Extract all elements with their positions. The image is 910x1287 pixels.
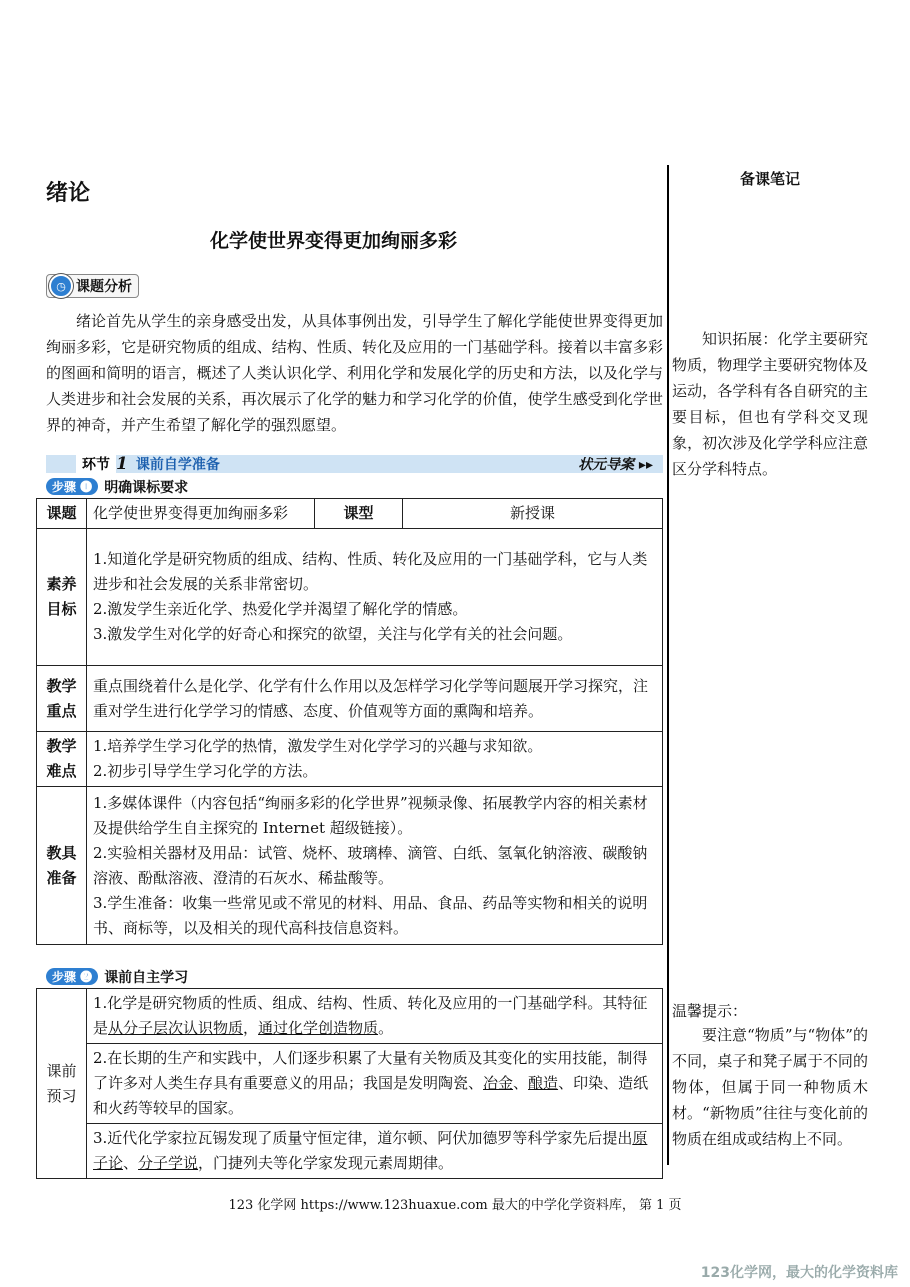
cell-goals-head: 素养目标 [37,529,87,666]
text: ， [243,1019,259,1037]
table-row [37,1124,663,1179]
table-row [37,787,663,945]
band-label: 课前自学准备 [135,457,220,473]
text: ，门捷列夫等化学家发现元素周期律。 [198,1154,454,1172]
chapter-title: 绪论 [46,180,91,206]
band-huanjie: 环节 [76,454,116,474]
table-row [37,666,663,732]
cell-keypoint: 重点围绕着什么是化学、化学有什么作用以及怎样学习化学等问题展开学习探究，注重对学生进行化学学习的情感、态度、价值观等方面的熏陶和培养。 [87,666,663,732]
table-row [37,529,663,666]
table-row [37,989,663,1044]
cell-difficulty [87,732,663,787]
cell-materials-head: 教具准备 [37,787,87,945]
cell-keypoint-head: 教学重点 [37,666,87,732]
table-row [37,732,663,787]
text: 1.化学是研究物质的性质、组成、结构、性质、转化及应用的一门基础学科。其特征是 [93,994,648,1037]
step-2 [46,968,188,985]
cell-topic-head: 课题 [37,499,87,529]
analysis-badge [46,274,139,298]
text: 、 [513,1074,529,1092]
materials-line: 1.多媒体课件（内容包括“绚丽多彩的化学世界”视频录像、拓展教学内容的相关素材及提供给学生自主探究的 Internet 超级链接）。 [93,793,648,837]
goal-line: 2.激发学生亲近化学、热爱化学并渴望了解化学的情感。 [93,600,468,618]
goal-line: 3.激发学生对化学的好奇心和探究的欲望，关注与化学有关的社会问题。 [93,625,573,643]
notes-divider [667,165,669,1165]
band-guide: 状元导案 ▸▸ [578,457,653,473]
materials-line: 3.学生准备：收集一些常见或不常见的材料、用品、食品、药品等实物和相关的说明书、商标等，以及相关的现代高科技信息资料。 [93,893,648,937]
notes-title: 备课笔记 [739,170,800,188]
cell-goals [87,529,663,666]
step-1-label: 明确课标要求 [104,479,189,496]
analysis-text: 绪论首先从学生的亲身感受出发，从具体事例出发，引导学生了解化学能使世界变得更加绚丽多彩，它是研究物质的组成、结构、性质、转化及应用的一门基础学科。接着以丰富多彩的图画和简明的语言，概述了人类认识化学、利用化学和发展化学的历史和方法，以及化学与人类进步和社会发展的关系，再次展示了化学的魅力和学习化学的价值，使学生感受到化学世界的神奇，并产生希望了解化学的强烈愿望。 [46,312,663,434]
answer-blank: 冶金 [483,1074,514,1092]
text: 2.在长期的生产和实践中，人们逐步积累了大量有关物质及其变化的实用技能，制得了许多对人类生存具有重要意义的用品；我国是发明陶瓷、 [93,1049,648,1092]
step-2-pill: 步骤 ❷ [46,968,98,985]
difficulty-line: 1.培养学生学习化学的热情，激发学生对化学学习的兴趣与求知欲。 [93,737,543,755]
cell-type-head: 课型 [315,499,403,529]
text: 、 [123,1154,139,1172]
preview-table [36,988,663,1179]
text: 。 [378,1019,394,1037]
preview-item-2 [87,1044,663,1124]
cell-topic: 化学使世界变得更加绚丽多彩 [87,499,315,529]
watermark: 123化学网，最大的化学资料库 [700,1265,898,1281]
difficulty-line: 2.初步引导学生学习化学的方法。 [93,762,318,780]
step-1-pill: 步骤 ❶ [46,478,98,495]
answer-blank: 通过化学创造物质 [258,1019,379,1037]
sidebar-tip: 要注意“物质”与“物体”的不同，桌子和凳子属于不同的物体，但属于同一种物质木材。“新物质”往往与变化前的物质在组成或结构上不同。 [672,1026,868,1148]
cell-type: 新授课 [403,499,663,529]
cell-preview-head: 课前预习 [37,989,87,1179]
answer-blank: 从分子层次认识物质 [108,1019,244,1037]
step-1 [46,478,188,495]
table-row [37,499,663,529]
text: 、印染、造纸和火药等较早的国家。 [93,1074,649,1117]
text: 3.近代化学家拉瓦锡发现了质量守恒定律，道尔顿、阿伏加德罗等科学家先后提出 [93,1129,633,1147]
answer-blank: 分子学说 [138,1154,199,1172]
answer-blank: 酿造 [528,1074,559,1092]
band-number: 1 [116,454,128,474]
answer-blank: 原子论 [93,1129,648,1172]
preview-item-3 [87,1124,663,1179]
cell-difficulty-head: 教学难点 [37,732,87,787]
page-title: 化学使世界变得更加绚丽多彩 [209,230,457,252]
section-band [46,455,663,473]
goal-line: 1.知道化学是研究物质的组成、结构、性质、转化及应用的一门基础学科，它与人类进步和社会发展的关系非常密切。 [93,550,648,593]
step-2-label: 课前自主学习 [104,969,189,986]
analysis-badge-label: 课题分析 [76,279,132,295]
curriculum-table [36,498,663,945]
sidebar-note-knowledge: 知识拓展：化学主要研究物质，物理学主要研究物体及运动，各学科有各自研究的主要目标，但也有学科交叉现象，初次涉及化学学科应注意区分学科特点。 [672,330,868,478]
sidebar-tip-title: 温馨提示： [672,1002,748,1020]
materials-line: 2.实验相关器材及用品：试管、烧杯、玻璃棒、滴管、白纸、氢氧化钠溶液、碳酸钠溶液、酚酞溶液、澄清的石灰水、稀盐酸等。 [93,843,648,887]
preview-item-1 [87,989,663,1044]
clock-icon: ◷ [49,274,73,298]
cell-materials [87,787,663,945]
table-row [37,1044,663,1124]
page-footer: 123 化学网 https://www.123huaxue.com 最大的中学化学资料库， 第 1 页 [228,1198,682,1213]
